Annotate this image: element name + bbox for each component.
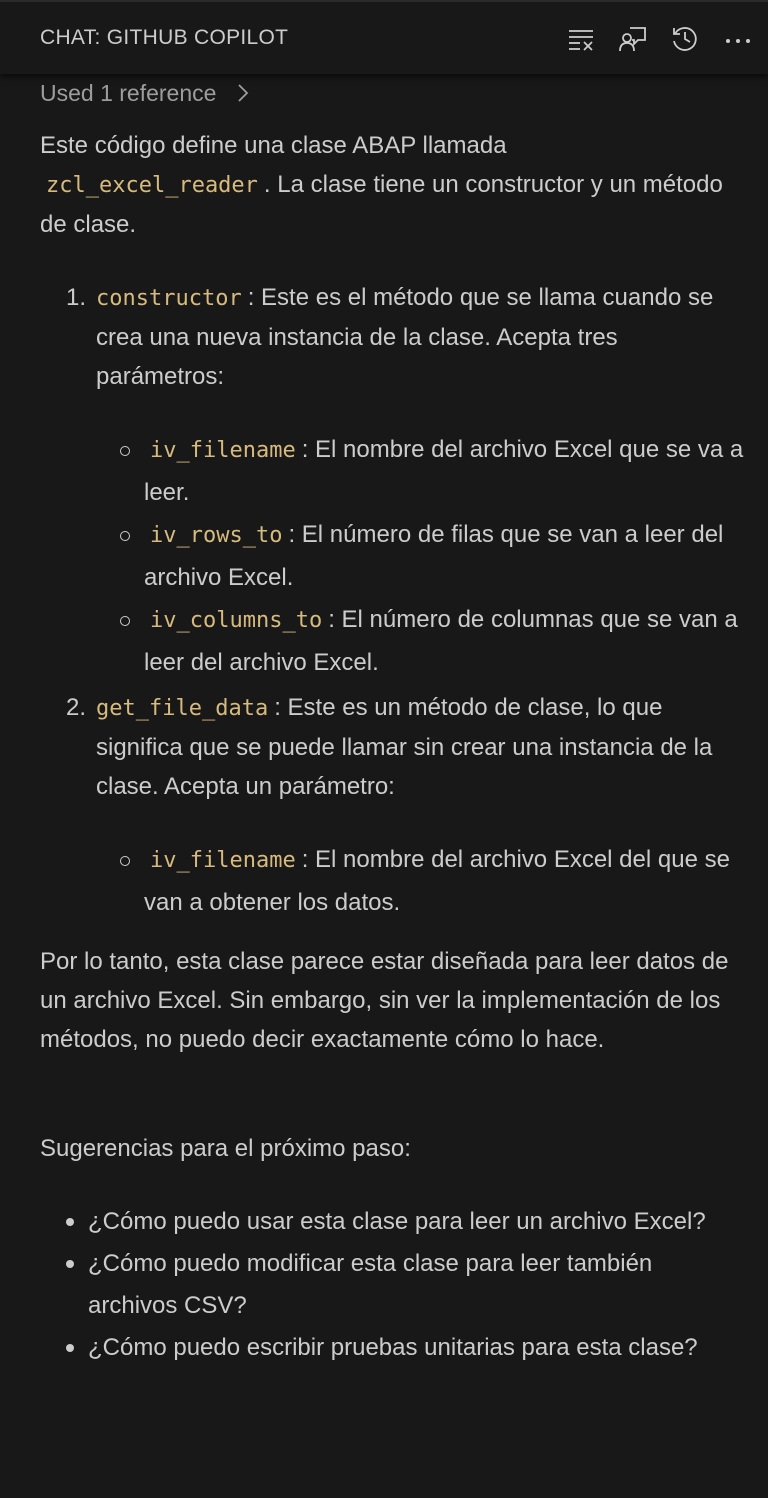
methods-list [40, 278, 750, 924]
chat-response [0, 74, 768, 1498]
class-name-code: zcl_excel_reader [46, 173, 258, 198]
history-icon[interactable] [668, 22, 702, 56]
method-item-constructor: 1. constructor : Este es el método que se llama cuando se crea una nueva instancia de la clase. Acepta tres parámetros: iv_filename : El nombre del archivo Excel que se va a leer. iv_rows_to : El número de filas que se van a leer del archivo Excel. iv_columns_to : El número de columnas que se van a leer del archivo Excel. [40, 278, 750, 684]
method-code: get_file_data [96, 696, 269, 721]
method-item-get-file-data: 2. get_file_data : Este es un método de clase, lo que significa que se puede llamar sin crear una instancia de la clase. Acepta un parámetro: iv_filename : El nombre del archivo Excel del que se van a obtener los datos. [40, 688, 750, 924]
suggestion-item[interactable]: ¿Cómo puedo modificar esta clase para leer también archivos CSV? [40, 1243, 740, 1327]
method-code: constructor [96, 286, 242, 311]
chat-header [0, 0, 768, 74]
clear-all-icon[interactable] [564, 22, 598, 56]
param-list [96, 839, 750, 924]
chevron-right-icon [234, 82, 252, 104]
param-item: iv_columns_to : El número de columnas que se van a leer del archivo Excel. [96, 599, 750, 684]
suggestion-item[interactable]: ¿Cómo puedo usar esta clase para leer un archivo Excel? [40, 1201, 740, 1243]
reference-label: Used 1 reference [40, 80, 217, 106]
suggestions-heading: Sugerencias para el próximo paso: [40, 1135, 411, 1162]
param-item: iv_filename : El nombre del archivo Excel del que se van a obtener los datos. [96, 839, 750, 924]
panel-title: CHAT: GITHUB COPILOT [40, 26, 289, 49]
conclusion-paragraph: Por lo tanto, esta clase parece estar diseñada para leer datos de un archivo Excel. Sin embargo, sin ver la implementación de los métodos, no puedo decir exactamente cómo lo hace. [40, 948, 729, 1053]
feedback-icon[interactable] [616, 22, 650, 56]
param-item: iv_filename : El nombre del archivo Excel que se va a leer. [96, 429, 750, 514]
intro-paragraph: Este código define una clase ABAP llamada zcl_excel_reader . La clase tiene un constructor y un método de clase. [40, 132, 723, 238]
suggestions-list [40, 1201, 740, 1369]
param-item: iv_rows_to : El número de filas que se van a leer del archivo Excel. [96, 514, 750, 599]
suggestion-item[interactable]: ¿Cómo puedo escribir pruebas unitarias para esta clase? [40, 1327, 740, 1369]
used-reference-toggle[interactable] [40, 74, 252, 112]
more-icon[interactable] [721, 22, 755, 56]
param-list [96, 429, 750, 684]
